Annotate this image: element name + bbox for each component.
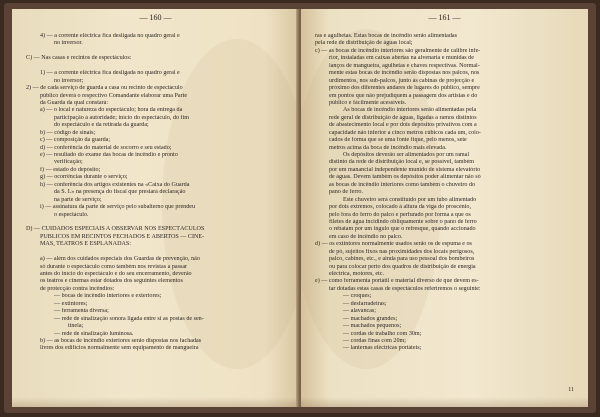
text-line: em caso de incêndio no palco. xyxy=(329,233,403,240)
page-edge-shadow xyxy=(12,397,299,407)
text-line: do espectáculo e da retirada da guarda; xyxy=(54,122,149,129)
text-line: antes do início do espectáculo e do seu encerramento, deverão xyxy=(40,271,192,277)
text-line: g) — ocorrências durante o serviço; xyxy=(40,174,128,181)
text-line: — cordas de trabalho com 30m; xyxy=(343,330,422,337)
text-line: tar dotadas estas casas de espectáculos referiremos o seguinte: xyxy=(329,285,481,292)
signature-mark: 11 xyxy=(568,387,574,393)
text-line: 4) — a corrente eléctrica fica desligada no quadro geral e xyxy=(40,33,180,39)
text-line: de protecção contra incêndios: xyxy=(40,285,115,292)
text-line xyxy=(26,249,287,256)
text-line: ras e agulhetas. Estas bocas de incêndio serão alimentadas xyxy=(315,33,457,39)
text-line: c) — composição da guarda; xyxy=(40,137,111,144)
text-line: 2) — de cada serviço de guarda a casa ou recinto de espectáculo xyxy=(26,85,183,92)
text-line: MAS, TEATROS E ESPLANADAS: xyxy=(40,241,131,248)
right-page-text xyxy=(315,33,576,353)
text-line: cados de forma que se uma fonte fique, pelo menos, sete xyxy=(329,137,467,144)
text-line: por um manancial independente munido de sistema elevatório xyxy=(329,166,481,173)
text-line: e) — resultado do exame das bocas de incêndio e pronto xyxy=(40,152,178,158)
text-line xyxy=(26,219,287,226)
right-page xyxy=(301,9,588,407)
text-line: — rede de sinalização luminosa. xyxy=(54,330,134,337)
right-page-number: — 161 — xyxy=(428,13,461,22)
left-page xyxy=(12,9,299,407)
text-line: mente estas bocas de incêndio serão dispostas nos palcos, nos xyxy=(329,70,480,77)
text-line: pelo fora do ferro do palco e perfurado por forma a que os xyxy=(329,211,471,218)
text-line: — rede de sinalização sonora ligada entre si as postas de sen- xyxy=(54,315,204,322)
text-line: b) — as bocas de incêndio exteriores serão dispostas nos fachadas xyxy=(40,337,202,344)
text-line: palco, cabines, etc., e ainda para uso pessoal dos bombeiros xyxy=(329,256,475,263)
text-line: o rebatam por um ingulo que o refresque, quando accionado xyxy=(329,226,476,233)
left-page-text xyxy=(26,33,287,353)
text-line: 1) — a corrente eléctrica fica desligada no quadro geral e xyxy=(40,70,180,77)
text-line: d) — os extintores normalmente usados serão os de espuma e os xyxy=(315,241,472,248)
text-line: c) — as bocas de incêndio interiores são geralmente de calibre infe- xyxy=(315,47,481,54)
text-line: — machados grandes; xyxy=(343,315,398,322)
text-line: i) — assinatura da parte de serviço pelo subalterno que prendeu xyxy=(40,204,195,211)
text-line: tinela; xyxy=(68,323,84,330)
text-line: — desfarradeiras; xyxy=(343,300,387,307)
text-line: f) — estado do depósito; xyxy=(40,166,101,173)
text-line: D) — CUIDADOS ESPECIAIS A OBSERVAR NOS ESPECTÁCULOS xyxy=(26,226,205,233)
text-line: — bocas de incêndio interiores e exteriores; xyxy=(54,293,162,300)
text-line: — croques; xyxy=(343,293,372,300)
text-line: de abastecimento local e por dois depósitos privativos com a xyxy=(329,122,477,129)
text-line: PÚBLICOS EM RECINTOS FECHADOS E ABERTOS — CINE- xyxy=(40,233,205,240)
text-line: ou para colocar perto dos quadros de distribuição de energia xyxy=(329,263,476,270)
text-line: h) — conferência dos artigos existentes na «Caixa do Guarda xyxy=(40,181,190,188)
text-line xyxy=(26,48,287,55)
text-line: de pó, sujeitos fixos nas proximidades dos locais perigosos, xyxy=(329,248,475,255)
text-line: em pontos que não prejudiquem a passagem dos artistas e do xyxy=(329,92,478,99)
text-line: Os depósitos deverão ser alimentados por um ramal xyxy=(343,152,470,158)
text-line: lanços de mangueira, agulhetas e chaves respectivas. Normal- xyxy=(329,62,480,69)
text-line: só durante o espectáculo como também nos revistas a passar xyxy=(40,263,188,270)
page-edge-shadow xyxy=(301,397,588,407)
text-line: d) — conferência do material de socorro e seu estado; xyxy=(40,144,172,151)
text-line: urdimentos, nos sub-palcos, junto às cabinas de projecção e xyxy=(329,77,475,84)
text-line: b) — código de sinais; xyxy=(40,129,96,136)
open-book xyxy=(4,3,596,413)
text-line: de águas. Devem também os depósitos poder alimentar não só xyxy=(329,174,481,181)
text-line: rede geral de distribuição de águas, ligadas a ramos distintos xyxy=(329,114,477,121)
text-line: eléctrica, motores, etc. xyxy=(329,271,384,277)
text-line: a) — além dos cuidados especiais dos Guardas de prevenção, não xyxy=(40,256,200,263)
text-line: — ferramenta diversa; xyxy=(54,308,109,315)
text-line: filetes de água incidindo obliquamente sobre o pano de ferro xyxy=(329,218,477,225)
text-line: pela rede de distribuição de águas local; xyxy=(315,40,413,47)
text-line: — alavancas; xyxy=(343,308,376,315)
text-line: da Guarda da qual constará: xyxy=(40,99,109,106)
text-line xyxy=(26,63,287,70)
text-line: livres dos edifícios normalmente sem equipamento de mangueira xyxy=(40,345,199,352)
text-line: a) — o local e natureza do espectáculo; hora da entrega da xyxy=(40,107,183,114)
text-line: verificação; xyxy=(54,159,83,166)
text-line: as bocas de incêndio interiores como também o chuveiro do xyxy=(329,181,476,188)
text-line: por dois extremos, colocado à altura da viga do proscénio, xyxy=(329,204,471,211)
text-line: da S. I.» na presença do fiscal que prestará declaração xyxy=(54,189,186,196)
text-line: — cordas finas com 20m; xyxy=(343,337,406,344)
text-line: o espectáculo. xyxy=(54,211,89,218)
text-line: Este chuveiro será constituído por um tubo alimentado xyxy=(343,196,477,203)
text-line: no inversor; xyxy=(54,77,84,84)
text-line: na parte de serviço; xyxy=(54,196,102,203)
text-line: próximo dos diferentes andares de lugares do público, sempre xyxy=(329,85,480,92)
text-line: os teatros e cinemas estar dotados dos seguintes elementos xyxy=(40,278,183,285)
text-line: distinto da rede de distribuição local e, se possível, também xyxy=(329,159,475,166)
text-line: C) — Nas casas e recintos de espectáculos: xyxy=(26,55,132,62)
text-line: — extintores; xyxy=(54,300,88,307)
text-line: rior, instaladas em caixas abertas na alvenaria e munidas de xyxy=(329,55,474,62)
text-line: capacidade não inferior a cinco metros cúbicos cada um, colo- xyxy=(329,129,481,136)
text-line: metros acima da boca de incêndio mais elevada. xyxy=(329,144,447,151)
text-line: — machados pequenos; xyxy=(343,323,402,330)
text-line: público deverá o respectivo Comandante elaborar uma Parte xyxy=(40,92,188,99)
left-page-number: — 160 — xyxy=(139,13,172,22)
text-line: e) — como ferramenta portátil e material diverso de que devem es- xyxy=(315,278,479,285)
text-line: As bocas de incêndio interiores serão alimentadas pela xyxy=(343,107,477,114)
text-line: público e fàcilmente acessíveis. xyxy=(329,99,407,106)
text-line: no inversor. xyxy=(54,40,83,47)
text-line: — lanternas eléctricas portáteis; xyxy=(343,345,422,352)
text-line: pano de ferro. xyxy=(329,189,364,196)
text-line: participação à autoridade; início do espectáculo, do fim xyxy=(54,114,190,121)
